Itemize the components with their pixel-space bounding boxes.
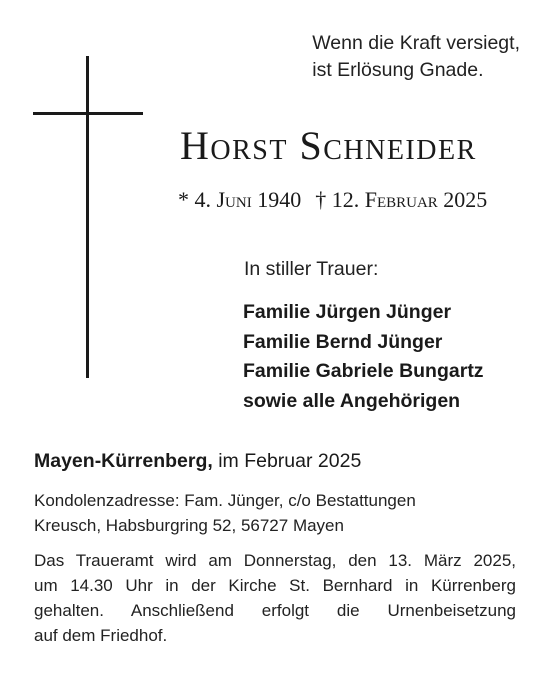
mourners-list [243,298,484,416]
motto-quote [312,30,520,84]
birth-date: * 4. Juni 1940 [178,187,302,212]
deceased-name: Horst Schneider [180,123,477,168]
condolence-address [34,488,416,538]
death-date: † 12. Februar 2025 [315,187,488,212]
service-info [34,548,516,648]
place-date-line [34,448,361,474]
mourners-label: In stiller Trauer: [244,258,379,280]
service-line-1: Das Traueramt wird am Donnerstag, den 13. März 2025, [34,551,516,570]
place-name: Mayen-Kürrenberg, [34,450,213,472]
address-line-2: Kreusch, Habsburgring 52, 56727 Mayen [34,516,344,535]
life-dates [178,185,523,215]
cross-icon-beam [33,112,143,115]
motto-line-1: Wenn die Kraft versiegt, [312,32,520,54]
service-line-3: gehalten. Anschließend erfolgt die Urnenbeisetzung [34,601,516,620]
address-line-1: Kondolenzadresse: Fam. Jünger, c/o Bestattungen [34,491,416,510]
mourner-item: Familie Jürgen Jünger [243,301,452,323]
service-line-2: um 14.30 Uhr in der Kirche St. Bernhard in Kürrenberg [34,576,516,595]
place-date: im Februar 2025 [212,450,362,472]
mourner-item: sowie alle Angehörigen [243,389,461,412]
cross-icon [86,56,89,378]
mourner-item: Familie Bernd Jünger [243,330,443,353]
service-line-4: auf dem Friedhof. [34,626,168,645]
mourner-item: Familie Gabriele Bungartz [243,360,484,382]
motto-line-2: ist Erlösung Gnade. [312,59,484,81]
